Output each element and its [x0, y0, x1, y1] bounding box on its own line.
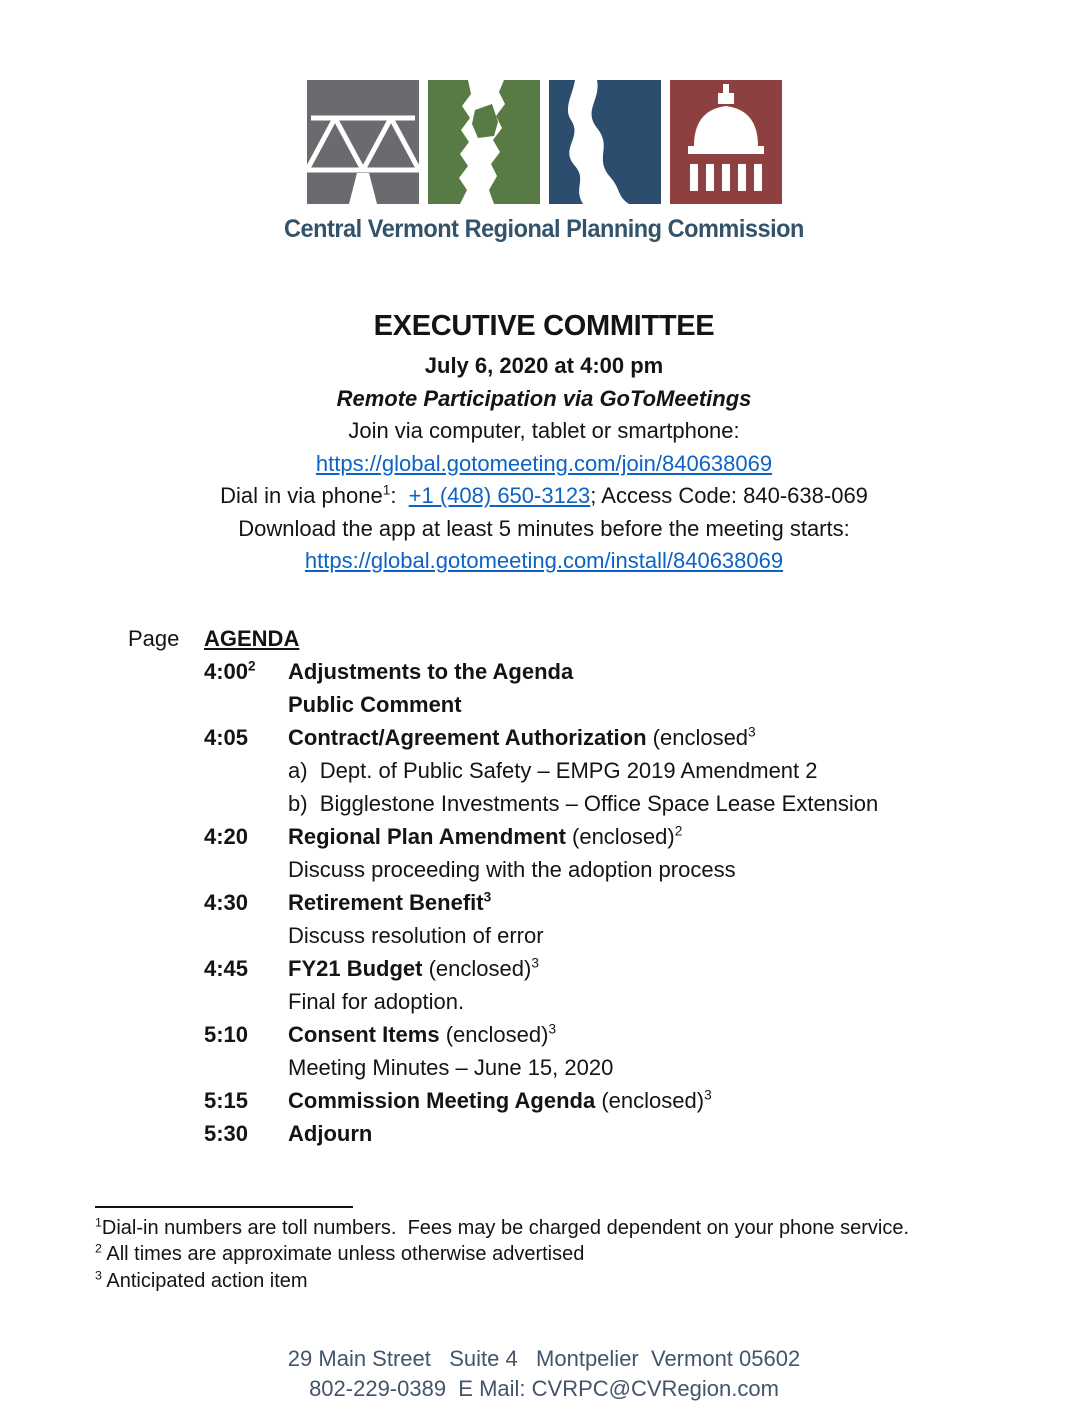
- meeting-header: [0, 308, 1088, 578]
- footer-address: [0, 1344, 1088, 1404]
- agenda-row: [204, 820, 1088, 853]
- agenda-text: Meeting Minutes – June 15, 2020: [288, 1054, 614, 1080]
- agenda-row: [204, 985, 1088, 1018]
- agenda-time: 5:15: [204, 1087, 249, 1113]
- capitol-icon: [670, 80, 782, 204]
- agenda-text: Adjustments to the Agenda: [288, 658, 574, 684]
- footnote: $^2$ All times are approximate unless otherwise advertised: [95, 1241, 585, 1265]
- agenda-time: 5:10: [204, 1021, 249, 1047]
- agenda-time: $4:00^2$: [204, 658, 256, 684]
- meeting-title: EXECUTIVE COMMITTEE: [373, 310, 715, 342]
- agenda-time: [204, 787, 288, 820]
- meeting-mode: Remote Participation via GoToMeetings: [336, 385, 752, 411]
- agenda-row: [204, 688, 1088, 721]
- agenda-row: [204, 952, 1088, 985]
- logo-panels: [0, 80, 1088, 204]
- agenda-text: Commission Meeting Agenda (enclosed)$^3$: [288, 1087, 712, 1113]
- agenda-time: [204, 853, 288, 886]
- agenda-row: [204, 1084, 1088, 1117]
- agenda-text: Discuss resolution of error: [288, 922, 544, 948]
- footer-line-2: 802-229-0389 E Mail: CVRPC@CVRegion.com: [309, 1376, 779, 1401]
- dial-colon: :: [390, 483, 409, 508]
- dial-line: [0, 480, 1088, 513]
- agenda-time: [204, 688, 288, 721]
- agenda-rows: [128, 655, 1088, 1150]
- logo-wordmark: Central Vermont Regional Planning Commission: [284, 215, 804, 243]
- agenda-row: [204, 721, 1088, 754]
- footnote: $^3$ Anticipated action item: [95, 1267, 308, 1292]
- dial-prefix: Dial in via phone: [220, 483, 383, 508]
- agenda-row: [204, 1018, 1088, 1051]
- agenda-time: 4:20: [204, 823, 249, 849]
- join-link-line: [0, 448, 1088, 481]
- phone-link[interactable]: +1 (408) 650-3123: [408, 483, 591, 508]
- agenda-time: [204, 919, 288, 952]
- footnote: $^1$Dial-in numbers are toll numbers. Fees may be charged dependent on your phone service.: [95, 1214, 910, 1239]
- agenda-time: 4:05: [204, 724, 249, 750]
- agenda-row: [204, 655, 1088, 688]
- agenda-row: [204, 1117, 1088, 1150]
- agenda-row: [204, 886, 1088, 919]
- agenda-time: 4:30: [204, 889, 249, 915]
- agenda-text: FY21 Budget (enclosed)$^3$: [288, 955, 539, 981]
- access-code: ; Access Code: 840-638-069: [590, 483, 868, 508]
- agenda-row: [204, 754, 1088, 787]
- agenda-time: [204, 1051, 288, 1084]
- agenda-text: Public Comment: [288, 691, 462, 717]
- agenda-text: b) Bigglestone Investments – Office Space Lease Extension: [288, 790, 879, 816]
- agenda-text: Discuss proceeding with the adoption process: [288, 856, 736, 882]
- agenda-time: 4:45: [204, 955, 249, 981]
- agenda-time: [204, 985, 288, 1018]
- agenda-header-row: [128, 622, 1088, 655]
- footnotes: [0, 1215, 1088, 1295]
- bridge-icon: [307, 80, 419, 204]
- join-link[interactable]: https://global.gotomeeting.com/join/840638069: [315, 450, 773, 476]
- vermont-icon: [428, 80, 540, 204]
- meeting-datetime: July 6, 2020 at 4:00 pm: [424, 353, 664, 378]
- agenda-text: Contract/Agreement Authorization (enclosed$^3$: [288, 724, 756, 750]
- dial-footnote-ref: 1: [382, 482, 391, 498]
- join-instruction: Join via computer, tablet or smartphone:: [348, 418, 740, 443]
- agenda-text: a) Dept. of Public Safety – EMPG 2019 Amendment 2: [288, 757, 818, 783]
- agenda-time: 5:30: [204, 1120, 249, 1146]
- agenda-text: Adjourn: [288, 1120, 373, 1146]
- agenda-row: [204, 853, 1088, 886]
- agenda-row: [204, 787, 1088, 820]
- agenda-text: Final for adoption.: [288, 988, 465, 1014]
- agenda-text: Consent Items (enclosed)$^3$: [288, 1021, 557, 1047]
- agenda-section: [128, 622, 1088, 1150]
- agenda-row: [204, 919, 1088, 952]
- footnote-divider: [95, 1206, 353, 1208]
- river-icon: [549, 80, 661, 204]
- footer-line-1: 29 Main Street Suite 4 Montpelier Vermont 05602: [287, 1346, 801, 1371]
- agenda-time: [204, 754, 288, 787]
- download-instruction: Download the app at least 5 minutes before the meeting starts:: [238, 515, 850, 541]
- cvrpc-logo: [0, 80, 1088, 244]
- agenda-heading: AGENDA: [204, 625, 300, 651]
- agenda-row: [204, 1051, 1088, 1084]
- agenda-text: Retirement Benefit$^3$: [288, 889, 492, 915]
- install-link[interactable]: https://global.gotomeeting.com/install/840638069: [304, 548, 784, 573]
- install-link-line: [0, 545, 1088, 578]
- page-column-label: Page: [128, 625, 180, 651]
- agenda-text: Regional Plan Amendment (enclosed)$^2$: [288, 823, 683, 849]
